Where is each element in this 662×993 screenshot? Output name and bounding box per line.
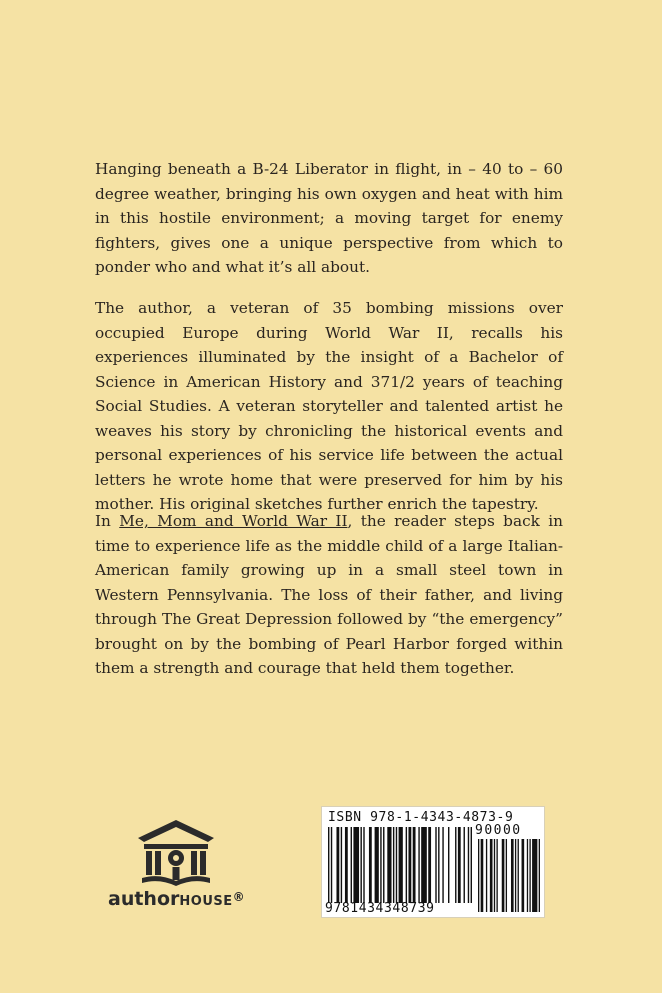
barcode-bar (496, 839, 497, 912)
barcode-bar (518, 839, 519, 912)
barcode-bar (353, 827, 359, 903)
barcode-bar (399, 827, 403, 903)
barcode-bar (396, 827, 397, 903)
barcode-bar (336, 827, 339, 903)
barcode-bar (458, 827, 461, 903)
barcode-bar (464, 827, 465, 903)
publisher-name (108, 888, 250, 910)
addon-number: 90000 (475, 823, 522, 838)
barcode-bar (363, 827, 364, 903)
ean-bars (328, 827, 472, 903)
barcode-bar (471, 827, 472, 903)
barcode-bar (529, 839, 530, 912)
barcode-bar (468, 827, 469, 903)
barcode-bar (502, 839, 505, 912)
barcode-bar (331, 827, 332, 903)
blurb-paragraph-3 (95, 509, 563, 681)
barcode-bar (435, 827, 436, 903)
barcode-bar (328, 827, 329, 903)
barcode-bar (369, 827, 372, 903)
barcode-bar (421, 827, 427, 903)
barcode-bar (341, 827, 342, 903)
barcode-bar (345, 827, 348, 903)
barcode-bar (418, 827, 419, 903)
barcode-bar (532, 839, 537, 912)
barcode-bar (494, 839, 495, 912)
barcode-bar (387, 827, 391, 903)
barcode-bar (438, 827, 439, 903)
barcode-bar (380, 827, 381, 903)
barcode-bar (383, 827, 384, 903)
addon-bars (478, 839, 540, 912)
barcode-bar (442, 827, 443, 903)
barcode-bar (413, 827, 416, 903)
barcode-bar (428, 827, 431, 903)
publisher-name-house: HOUSE (179, 894, 233, 909)
barcode-bar (478, 839, 479, 912)
barcode-bar (522, 839, 525, 912)
barcode-bar (408, 827, 411, 903)
barcode-bar (539, 839, 540, 912)
barcode-bar (351, 827, 352, 903)
barcode-bar (527, 839, 528, 912)
isbn-barcode (321, 806, 545, 918)
barcode-bar (486, 839, 487, 912)
registered-mark: ® (232, 890, 245, 904)
barcode-bar (375, 827, 379, 903)
barcode-bar (490, 839, 493, 912)
house-book-icon (134, 818, 218, 888)
blurb-paragraph-2: The author, a veteran of 35 bombing missions over occupied Europe during World War II, recalls his experiences illuminated by the insight of a Bachelor of Science in American History and 371/2 years of teaching Social Studies. A veteran storyteller and talented artist he weaves his story by chronicling the historical events and personal experiences of his service life between the actual letters he wrote home that were preserved for him by his mother. His original sketches further enrich the tapestry. (95, 299, 563, 513)
ean-number: 9781434348739 (325, 901, 435, 916)
barcode-bar (406, 827, 407, 903)
barcode-bar (511, 839, 514, 912)
isbn-label: ISBN 978-1-4343-4873-9 (328, 810, 514, 825)
barcode-bar (448, 827, 449, 903)
blurb-paragraph-1: Hanging beneath a B-24 Liberator in flight, in – 40 to – 60 degree weather, bringing his own oxygen and heat with him in this hostile environment; a moving target for enemy fighters, gives one a unique perspective from which to ponder who and what it’s all about. (95, 160, 563, 276)
book-title: Me, Mom and World War II (119, 512, 348, 530)
barcode-bar (515, 839, 516, 912)
barcode-bar (360, 827, 361, 903)
barcode-bar (393, 827, 394, 903)
blurb-rest: , the reader steps back in time to experience life as the middle child of a large Italian-American family growing up in a small steel town in Western Pennsylvania. The loss of their father, and living through The Great Depression followed by “the emergency” brought on by the bombing of Pearl Harbor forged within them a strength and courage that held them together. (95, 512, 563, 677)
blurb-lead: In (95, 512, 120, 530)
barcode-bar (455, 827, 456, 903)
barcode-bar (506, 839, 507, 912)
publisher-logo (108, 818, 250, 913)
barcode-bar (481, 839, 484, 912)
publisher-name-author: author (108, 888, 180, 910)
